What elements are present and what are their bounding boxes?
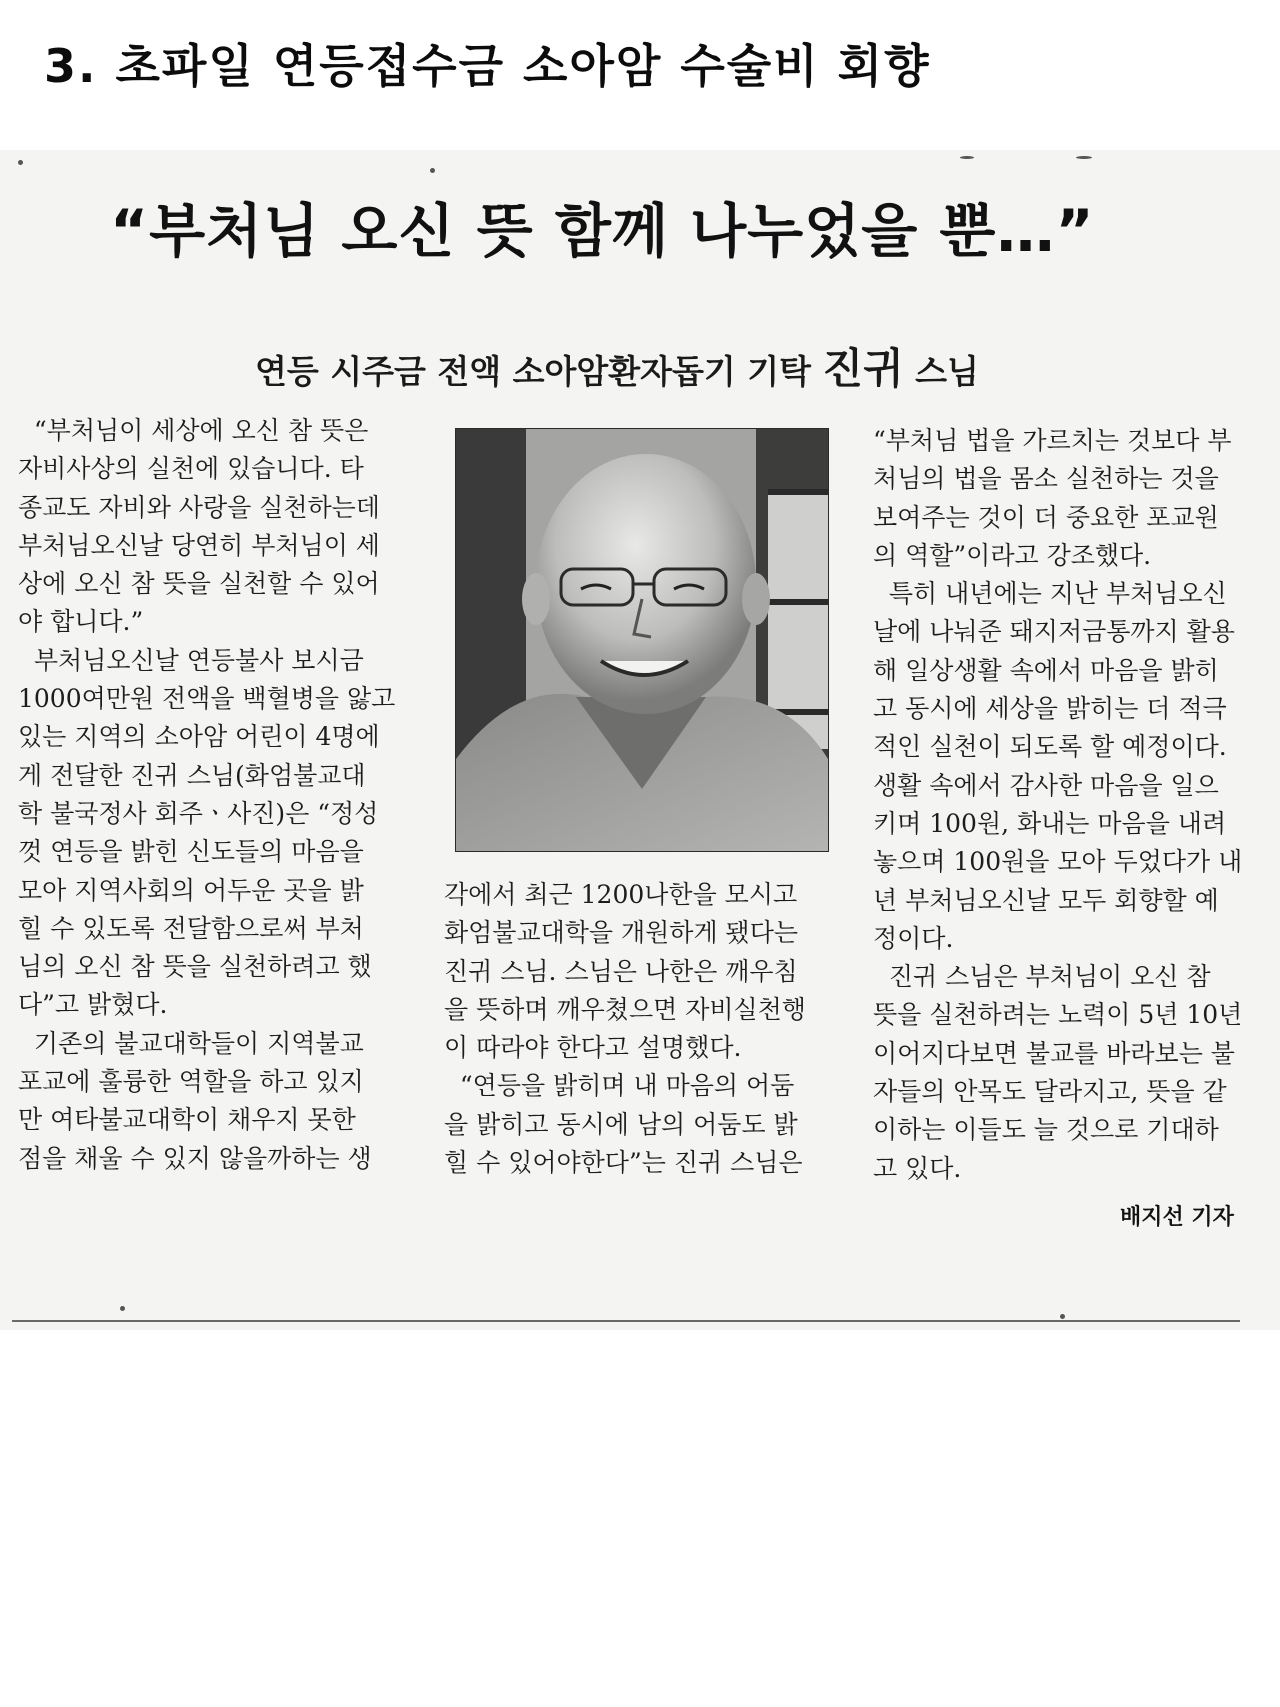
column-line: 껏 연등을 밝힌 신도들의 마음을 (18, 837, 364, 867)
portrait-photo (455, 428, 829, 852)
column-line: 보여주는 것이 더 중요한 포교원 (873, 502, 1219, 532)
column-line: 포교에 훌륭한 역할을 하고 있지 (18, 1067, 364, 1097)
column-line: 처님의 법을 몸소 실천하는 것을 (873, 464, 1219, 494)
column-line: 이 따라야 한다고 설명했다. (444, 1033, 742, 1063)
column-line: 을 밝히고 동시에 남의 어둠도 밝 (444, 1109, 798, 1139)
column-line: 각에서 최근 1200나한을 모시고 (444, 880, 798, 909)
newspaper-clipping (0, 150, 1280, 1330)
column-line: 키며 100원, 화내는 마음을 내려 (873, 808, 1227, 838)
column-line: 게 전달한 진귀 스님(화엄불교대 (18, 760, 366, 790)
article-byline: 배지선 기자 (1120, 1205, 1234, 1230)
subheadline-text: 연등 시주금 전액 소아암환자돕기 기탁 (255, 352, 812, 391)
column-line: 만 여타불교대학이 채우지 못한 (18, 1105, 356, 1135)
column-line: 화엄불교대학을 개원하게 됐다는 (444, 918, 798, 948)
subheadline-suffix: 스님 (915, 352, 979, 391)
column-line: 뜻을 실천하려는 노력이 5년 10년 (873, 1000, 1243, 1030)
print-speck (1060, 1314, 1065, 1319)
print-speck (1076, 156, 1092, 159)
document-label: 3. 초파일 연등접수금 소아암 수술비 회향 (44, 39, 931, 93)
column-line: 생활 속에서 감사한 마음을 일으 (873, 770, 1219, 800)
column-line: “부처님 법을 가르치는 것보다 부 (873, 426, 1232, 455)
column-line: 종교도 자비와 사랑을 실천하는데 (18, 492, 380, 522)
column-line: 날에 나눠준 돼지저금통까지 활용 (873, 617, 1235, 647)
column-line: 부처님오신날 당연히 부처님이 세 (18, 530, 380, 560)
article-subheadline (255, 336, 979, 396)
column-line: 힐 수 있어야한다”는 진귀 스님은 (444, 1148, 803, 1178)
column-line: “부처님이 세상에 오신 참 뜻은 (18, 416, 369, 445)
column-line: 놓으며 100원을 모아 두었다가 내 (873, 847, 1243, 877)
column-line: 진귀 스님은 부처님이 오신 참 (873, 962, 1211, 992)
column-line: 이어지다보면 불교를 바라보는 불 (873, 1038, 1235, 1068)
column-line: 다”고 밝혔다. (18, 990, 168, 1020)
print-speck (430, 168, 435, 173)
column-line: 해 일상생활 속에서 마음을 밝히 (873, 655, 1219, 685)
column-line: 고 있다. (873, 1153, 962, 1183)
column-line: 년 부처님오신날 모두 회향할 예 (873, 885, 1219, 915)
column-line: “연등을 밝히며 내 마음의 어둠 (444, 1071, 795, 1101)
article-column-3 (873, 422, 1273, 1188)
column-line: 야 합니다.” (18, 607, 144, 637)
column-line: 특히 내년에는 지난 부처님오신 (873, 579, 1227, 609)
column-line: 기존의 불교대학들이 지역불교 (18, 1028, 364, 1058)
column-line: 자들의 안목도 달라지고, 뜻을 같 (873, 1077, 1227, 1107)
column-line: 고 동시에 세상을 밝히는 더 적극 (873, 694, 1227, 724)
article-headline: “부처님 오신 뜻 함께 나누었을 뿐…” (110, 197, 1095, 265)
clipping-bottom-rule (12, 1320, 1240, 1322)
column-line: 자비사상의 실천에 있습니다. 타 (18, 454, 364, 484)
print-speck (18, 160, 23, 165)
print-speck (120, 1306, 125, 1311)
column-line: 학 불국정사 회주ㆍ사진)은 “정성 (18, 798, 379, 828)
column-line: 이하는 이들도 늘 것으로 기대하 (873, 1115, 1219, 1145)
column-line: 을 뜻하며 깨우쳤으면 자비실천행 (444, 994, 806, 1024)
column-line: 님의 오신 참 뜻을 실천하려고 했 (18, 952, 372, 982)
column-line: 진귀 스님. 스님은 나한은 깨우침 (444, 956, 798, 986)
column-line: 힐 수 있도록 전달함으로써 부처 (18, 913, 364, 943)
column-line: 부처님오신날 연등불사 보시금 (18, 645, 364, 675)
column-line: 점을 채울 수 있지 않을까하는 생 (18, 1143, 372, 1173)
print-speck (960, 156, 974, 159)
column-line: 적인 실천이 되도록 할 예정이다. (873, 732, 1227, 762)
column-line: 있는 지역의 소아암 어린이 4명에 (18, 722, 380, 752)
column-line: 정이다. (873, 923, 954, 953)
subheadline-name: 진귀 (822, 344, 904, 393)
column-line: 의 역할”이라고 강조했다. (873, 540, 1152, 570)
article-column-2 (444, 876, 824, 1182)
portrait-photo-graphic (456, 429, 828, 851)
column-line: 1000여만원 전액을 백혈병을 앓고 (18, 684, 396, 714)
column-line: 모아 지역사회의 어두운 곳을 밝 (18, 875, 364, 905)
article-column-1 (18, 412, 418, 1178)
column-line: 상에 오신 참 뜻을 실천할 수 있어 (18, 569, 380, 599)
